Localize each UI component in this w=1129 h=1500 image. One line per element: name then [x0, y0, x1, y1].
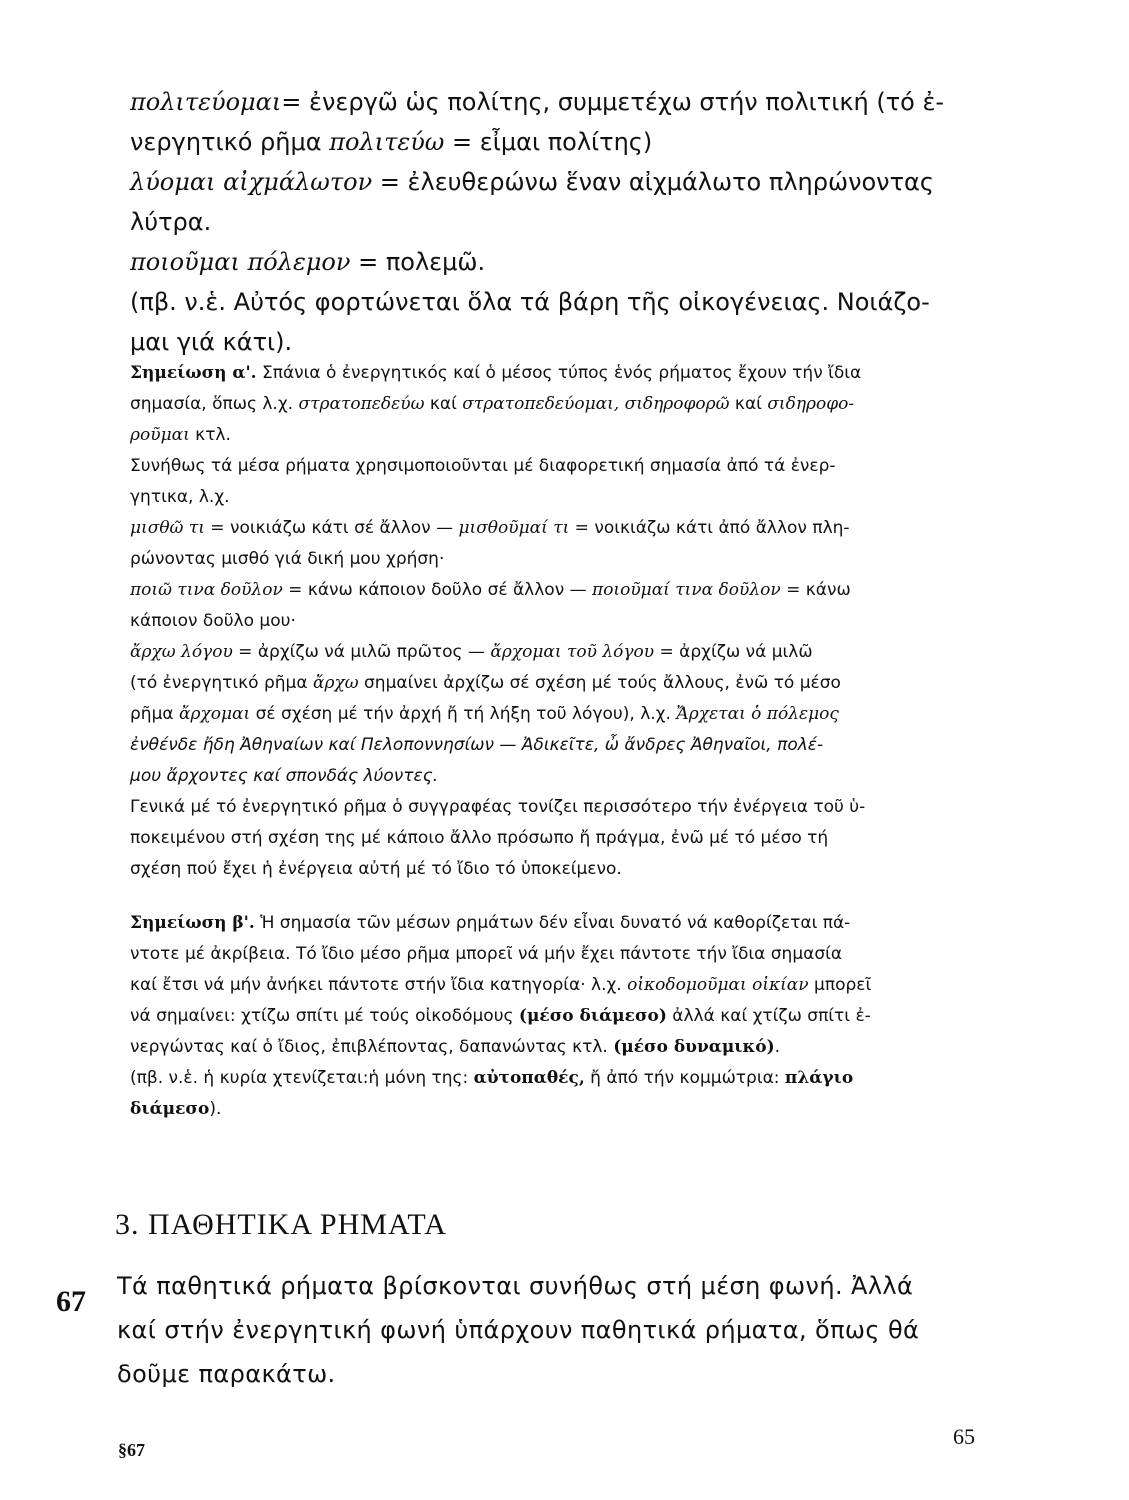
examples-block [130, 82, 970, 362]
text-line: Σημείωση α'. Σπάνια ὁ ἐνεργητικός καί ὁ μέσος τύπος ἑνός ρήματος ἔχουν τήν ἴδια [130, 363, 862, 383]
text-line: καί ἔτσι νά μήν ἀνήκει πάντοτε στήν ἴδια κατηγορία· λ.χ. οἰκοδομοῦμαι οἰκίαν μπορεῖ [130, 975, 872, 995]
page-number: 65 [953, 1424, 975, 1449]
text-line: σημασία, ὅπως λ.χ. στρατοπεδεύω καί στρατοπεδεύομαι, σιδηροφορῶ καί σιδηροφο- [130, 394, 855, 414]
text-line: σχέση πού ἔχει ἡ ἐνέργεια αὐτή μέ τό ἴδιο τό ὑποκείμενο. [130, 859, 622, 879]
text-line: Συνήθως τά μέσα ρήματα χρησιμοποιοῦνται μέ διαφορετική σημασία ἀπό τά ἐνερ- [130, 456, 836, 476]
text-line: νεργώντας καί ὁ ἴδιος, ἐπιβλέποντας, δαπανώντας κτλ. (μέσο δυναμικό). [130, 1037, 781, 1057]
text-line: ποιῶ τινα δοῦλον = κάνω κάποιον δοῦλο σέ ἄλλον — ποιοῦμαί τινα δοῦλον = κάνω [130, 580, 851, 600]
text-line: δοῦμε παρακάτω. [117, 1360, 336, 1388]
text-line: ρῆμα ἄρχομαι σέ σχέση μέ τήν ἀρχή ἤ τή λήξη τοῦ λόγου), λ.χ. Ἄρχεται ὁ πόλεμος [130, 704, 839, 724]
text-line: πολιτεύομαι= ἐνεργῶ ὡς πολίτης, συμμετέχω στήν πολιτική (τό ἐ- [130, 88, 945, 116]
text-line: λύτρα. [130, 208, 212, 236]
note-a [130, 358, 970, 885]
text-line: ἄρχω λόγου = ἀρχίζω νά μιλῶ πρῶτος — ἄρχομαι τοῦ λόγου = ἀρχίζω νά μιλῶ [130, 642, 813, 662]
text-line: μαι γιά κάτι). [130, 328, 293, 356]
text-line: λύομαι αἰχμάλωτον = ἐλευθερώνω ἕναν αἰχμάλωτο πληρώνοντας [130, 168, 934, 196]
text-line: μου ἄρχοντες καί σπονδάς λύοντες. [130, 766, 439, 786]
text-line: ντοτε μέ ἀκρίβεια. Τό ἴδιο μέσο ρῆμα μπορεῖ νά μήν ἔχει πάντοτε τήν ἴδια σημασία [130, 944, 843, 964]
text-line: (τό ἐνεργητικό ρῆμα ἄρχω σημαίνει ἀρχίζω σέ σχέση μέ τούς ἄλλους, ἐνῶ τό μέσο [130, 673, 841, 693]
text-line: (πβ. ν.ἑ. ἡ κυρία χτενίζεται:ἡ μόνη της: αὐτοπαθές, ἤ ἀπό τήν κομμώτρια: πλάγιο [130, 1068, 854, 1088]
margin-paragraph-number: 67 [56, 1285, 86, 1318]
text-line: μισθῶ τι = νοικιάζω κάτι σέ ἄλλον — μισθοῦμαί τι = νοικιάζω κάτι ἀπό ἄλλον πλη- [130, 518, 850, 538]
section-heading: 3. ΠΑΘΗΤΙΚΑ ΡΗΜΑΤΑ [115, 1208, 447, 1241]
text-line: ποιοῦμαι πόλεμον = πολεμῶ. [130, 248, 486, 276]
text-line: νά σημαίνει: χτίζω σπίτι μέ τούς οἰκοδόμους (μέσο διάμεσο) ἀλλά καί χτίζω σπίτι ἐ- [130, 1006, 871, 1026]
note-a-label: Σημείωση α'. [130, 363, 257, 383]
text-line: Τά παθητικά ρήματα βρίσκονται συνήθως στή μέση φωνή. Ἀλλά [117, 1272, 914, 1300]
text-line: κάποιον δοῦλο μου· [130, 611, 296, 631]
text-line: καί στήν ἐνεργητική φωνή ὑπάρχουν παθητικά ρήματα, ὅπως θά [117, 1316, 920, 1344]
passive-verbs-intro [117, 1264, 977, 1396]
text-line: γητικα, λ.χ. [130, 487, 230, 507]
text-line: ροῦμαι κτλ. [130, 425, 231, 445]
note-b-label: Σημείωση β'. [130, 913, 255, 933]
text-line: (πβ. ν.ἑ. Αὐτός φορτώνεται ὅλα τά βάρη τῆς οἰκογένειας. Νοιάζο- [130, 288, 930, 316]
section-reference: §67 [118, 1440, 145, 1460]
text-line: νεργητικό ρῆμα πολιτεύω = εἶμαι πολίτης) [130, 128, 653, 156]
text-line: ποκειμένου στή σχέση της μέ κάποιο ἄλλο πρόσωπο ἤ πράγμα, ἐνῶ μέ τό μέσο τή [130, 828, 829, 848]
text-line: ρώνοντας μισθό γιά δική μου χρήση· [130, 549, 445, 569]
text-line: Σημείωση β'. Ἡ σημασία τῶν μέσων ρημάτων δέν εἶναι δυνατό νά καθορίζεται πά- [130, 913, 851, 933]
text-line: διάμεσο). [130, 1099, 222, 1119]
text-line: ἐνθένδε ἤδη Ἀθηναίων καί Πελοποννησίων — Ἀδικεῖτε, ὦ ἄνδρες Ἀθηναῖοι, πολέ- [130, 735, 824, 755]
text-line: Γενικά μέ τό ἐνεργητικό ρῆμα ὁ συγγραφέας τονίζει περισσότερο τήν ἐνέργεια τοῦ ὑ- [130, 797, 866, 817]
note-b [130, 908, 970, 1125]
